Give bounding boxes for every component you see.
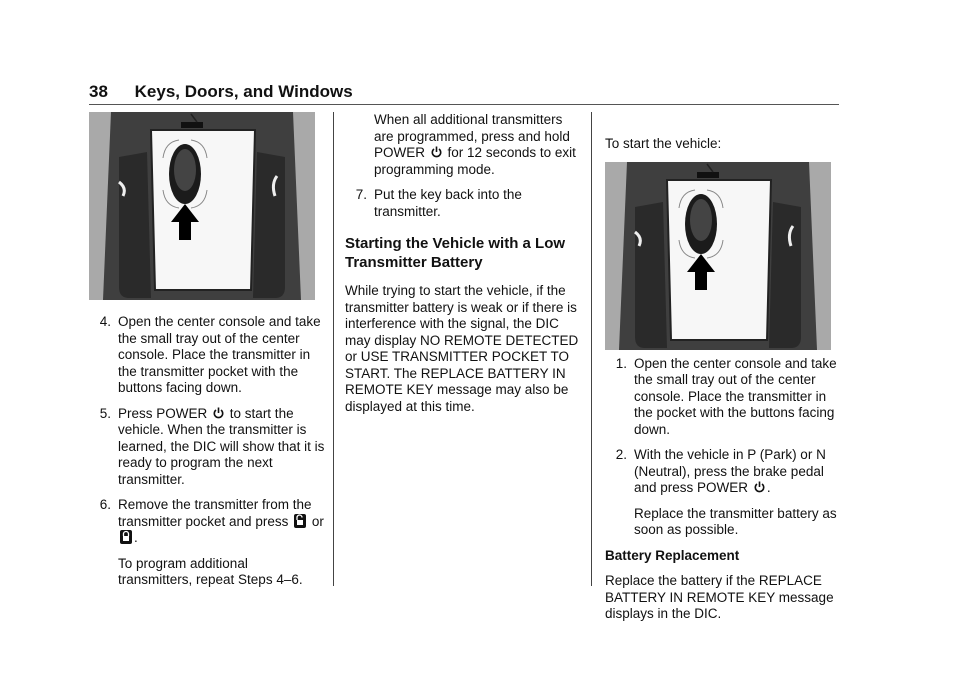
step-5: 5. Press POWER to start the vehicle. When the transmitter is learned, the DIC will show that it is ready to program the next transmitter. xyxy=(99,405,325,487)
console-illustration-2 xyxy=(605,162,831,350)
header-rule xyxy=(89,104,839,105)
section-title: Keys, Doors, and Windows xyxy=(134,82,353,101)
lock-icon xyxy=(120,530,132,544)
column-divider-1 xyxy=(333,112,334,586)
column-2 xyxy=(345,112,581,415)
page-number: 38 xyxy=(89,82,108,101)
intro-text: To start the vehicle: xyxy=(605,136,722,151)
sub-heading: Battery Replacement xyxy=(605,547,740,563)
section-heading: Starting the Vehicle with a Low Transmitter Battery xyxy=(345,235,566,271)
step-1: 1. Open the center console and take the small tray out of the center console. Place the transmitter in the pocket with the buttons facing down. xyxy=(615,355,837,437)
step-6: 6. Remove the transmitter from the transmitter pocket and press or . To program additional transmitters, repeat Steps 4–6. xyxy=(99,497,324,587)
column-1 xyxy=(89,112,325,589)
step-2: 2. With the vehicle in P (Park) or N (Neutral), press the brake pedal and press POWER . Replace the transmitter battery as soon as possible. xyxy=(615,447,837,537)
power-icon xyxy=(213,407,224,420)
column-divider-2 xyxy=(591,112,592,586)
running-header xyxy=(89,82,839,102)
unlock-icon xyxy=(294,514,306,528)
power-icon xyxy=(431,146,442,159)
console-illustration-1 xyxy=(89,112,315,300)
section-body: While trying to start the vehicle, if the transmitter battery is weak or if there is interference with the signal, the DIC may display NO REMOTE DETECTED or USE TRANSMITTER POCKET TO START. The REPLACE BATTERY IN REMOTE KEY message may also be displayed at this time. xyxy=(345,283,579,414)
step-4: 4. Open the center console and take the small tray out of the center console. Place the transmitter in the transmitter pocket with the buttons facing down. xyxy=(99,314,321,395)
column-3 xyxy=(605,136,841,623)
battery-replacement-body: Replace the battery if the REPLACE BATTERY IN REMOTE KEY message displays in the DIC. xyxy=(605,573,834,621)
step-7: 7. Put the key back into the transmitter. xyxy=(355,187,522,219)
power-icon xyxy=(754,481,765,494)
step-6-continued: When all additional transmitters are programmed, press and hold POWER for 12 seconds to exit programming mode. xyxy=(374,112,576,177)
